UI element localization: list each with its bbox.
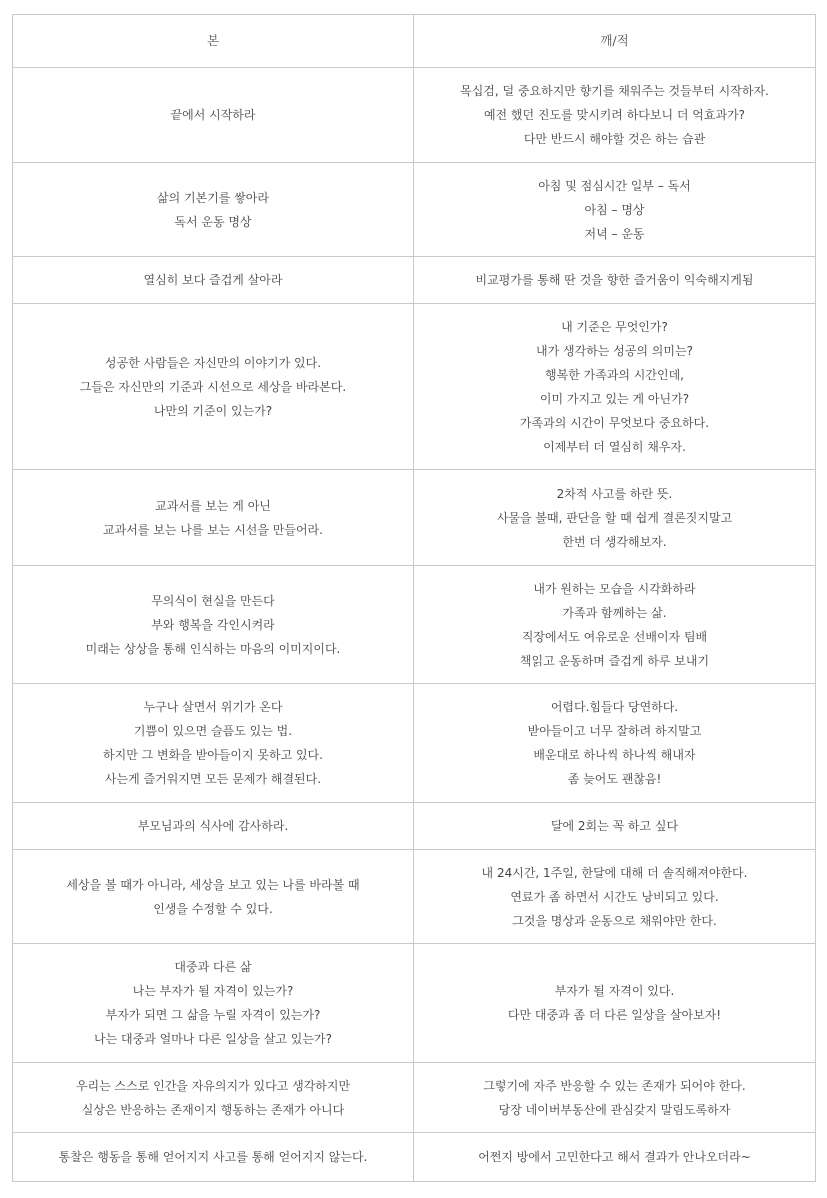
cell-lines [424, 174, 805, 246]
text-line: 다만 대중과 좀 더 다른 일상을 살아보자! [507, 1008, 722, 1022]
table-row [13, 566, 816, 684]
header-cell-original: 본 [13, 15, 414, 68]
table-row [13, 163, 816, 257]
text-line: 좀 늦어도 괜찮음! [567, 772, 662, 786]
text-line: 이제부터 더 열심히 채우자. [543, 439, 686, 454]
original-text-cell [13, 944, 414, 1063]
header-cell-reflection: 깨/적 [414, 15, 816, 68]
text-line: 부자가 될 자격이 있다. [554, 984, 675, 998]
reflection-text-cell [414, 566, 816, 684]
text-line: 이미 가지고 있는 게 아닌가? [539, 391, 690, 406]
table-row [13, 304, 816, 470]
text-line: 가족과 함께하는 삶. [562, 605, 667, 620]
text-line: 책읽고 운동하며 즐겁게 하루 보내기 [519, 653, 710, 668]
text-line: 달에 2회는 꼭 하고 싶다 [550, 819, 679, 833]
table-header-row [13, 15, 816, 68]
text-line: 내 기준은 무엇인가? [561, 319, 668, 334]
table-row [13, 1063, 816, 1133]
original-text-cell [13, 1133, 414, 1182]
cell-lines [424, 695, 805, 791]
text-line: 저녁 – 운동 [584, 226, 645, 241]
cell-lines [424, 861, 805, 933]
original-text-cell [13, 566, 414, 684]
table-row [13, 684, 816, 803]
text-line: 어렵다.힘들다 당연하다. [550, 700, 679, 714]
text-line: 목십검, 덜 중요하지만 향기를 채워주는 것들부터 시작하자. [460, 84, 769, 98]
reflection-text-cell [414, 470, 816, 566]
text-line: 통찰은 행동을 통해 얻어지지 사고를 통해 얻어지지 않는다. [58, 1150, 368, 1164]
original-text-cell [13, 257, 414, 304]
reflection-text-cell [414, 304, 816, 470]
text-line: 배운대로 하나씩 하나씩 해내자 [533, 748, 696, 762]
cell-lines [23, 494, 403, 542]
reflection-text-cell [414, 850, 816, 944]
reflection-text-cell [414, 163, 816, 257]
original-text-cell [13, 470, 414, 566]
text-line: 어쩐지 방에서 고민한다고 해서 결과가 안나오더라~ [478, 1150, 751, 1164]
text-line: 부와 행복을 각인시켜라 [151, 617, 275, 632]
cell-lines [424, 814, 805, 838]
text-line: 독서 운동 명상 [174, 214, 252, 229]
text-line: 열심히 보다 즐겁게 살아라 [143, 273, 283, 287]
text-line: 실상은 반응하는 존재이지 행동하는 존재가 아니다 [81, 1102, 345, 1117]
text-line: 나는 대중과 얼마나 다른 일상을 살고 있는가? [94, 1032, 332, 1046]
text-line: 그것을 명상과 운동으로 채워야만 한다. [512, 913, 717, 928]
cell-lines [424, 979, 805, 1027]
text-line: 내가 생각하는 성공의 의미는? [536, 343, 693, 358]
text-line: 끝에서 시작하라 [170, 108, 256, 122]
cell-lines [23, 695, 403, 791]
text-line: 연료가 좀 하면서 시간도 낭비되고 있다. [510, 889, 719, 904]
text-line: 사는게 즐거워지면 모든 문제가 해결된다. [104, 772, 322, 786]
cell-lines [23, 955, 403, 1051]
reflection-text-cell [414, 803, 816, 850]
cell-lines [23, 1074, 403, 1122]
reflection-text-cell [414, 684, 816, 803]
cell-lines [23, 1145, 403, 1169]
cell-lines [23, 351, 403, 423]
text-line: 교과서를 보는 게 아닌 [155, 498, 271, 513]
text-line: 하지만 그 변화을 받아들이지 못하고 있다. [103, 748, 323, 762]
notes-sheet [12, 14, 815, 1182]
text-line: 예전 했던 진도를 맞시키려 하다보니 더 억효과가? [483, 108, 746, 122]
table-row [13, 257, 816, 304]
table-row [13, 68, 816, 163]
text-line: 2차적 사고를 하란 뜻. [556, 486, 673, 501]
text-line: 받아들이고 너무 잘하려 하지말고 [527, 724, 702, 738]
reflection-text-cell [414, 68, 816, 163]
text-line: 부자가 되면 그 삶을 누릴 자격이 있는가? [105, 1008, 321, 1022]
reflection-text-cell [414, 257, 816, 304]
text-line: 다만 반드시 해야할 것은 하는 습관 [523, 132, 706, 146]
text-line: 대중과 다른 삶 [174, 960, 252, 974]
cell-lines [424, 268, 805, 292]
text-line: 당장 네이버부동산에 관심갖지 말림도록하자 [498, 1102, 731, 1117]
text-line: 비교평가를 통해 딴 것을 향한 즐거움이 익숙해지게됨 [475, 273, 754, 287]
cell-lines [424, 482, 805, 554]
table-row [13, 850, 816, 944]
original-text-cell [13, 803, 414, 850]
text-line: 나는 부자가 될 자격이 있는가? [132, 984, 294, 998]
reflection-text-cell [414, 1063, 816, 1133]
reflection-text-cell [414, 1133, 816, 1182]
text-line: 아침 및 점심시간 일부 – 독서 [538, 178, 691, 193]
original-text-cell [13, 850, 414, 944]
text-line: 세상을 볼 때가 아니라, 세상을 보고 있는 나를 바라볼 때 [66, 877, 360, 892]
text-line: 나만의 기준이 있는가? [153, 403, 273, 418]
text-line: 한번 더 생각해보자. [562, 534, 667, 549]
cell-lines [424, 1074, 805, 1122]
text-line: 우리는 스스로 인간을 자유의지가 있다고 생각하지만 [75, 1078, 351, 1093]
cell-lines [424, 1145, 805, 1169]
cell-lines [23, 103, 403, 127]
table-body [13, 68, 816, 1182]
cell-lines [23, 186, 403, 234]
text-line: 미래는 상상을 통해 인식하는 마음의 이미지이다. [85, 641, 341, 656]
text-line: 삶의 기본기를 쌓아라 [157, 190, 269, 205]
cell-lines [424, 79, 805, 151]
text-line: 직장에서도 여유로운 선배이자 팀배 [521, 629, 708, 644]
table-row [13, 803, 816, 850]
text-line: 가족과의 시간이 무엇보다 중요하다. [519, 415, 710, 430]
cell-lines [23, 589, 403, 661]
original-text-cell [13, 163, 414, 257]
original-text-cell [13, 684, 414, 803]
table-row [13, 1133, 816, 1182]
text-line: 무의식이 현실을 만든다 [151, 593, 275, 608]
original-text-cell [13, 1063, 414, 1133]
text-line: 성공한 사람들은 자신만의 이야기가 있다. [104, 355, 322, 370]
text-line: 그들은 자신만의 기준과 시선으로 세상을 바라본다. [79, 379, 347, 394]
original-text-cell [13, 304, 414, 470]
text-line: 행복한 가족과의 시간인데, [545, 367, 684, 382]
table-row [13, 944, 816, 1063]
reflection-text-cell [414, 944, 816, 1063]
original-text-cell [13, 68, 414, 163]
cell-lines [424, 315, 805, 459]
text-line: 아침 – 명상 [584, 202, 645, 217]
table-row [13, 470, 816, 566]
text-line: 누구나 살면서 위기가 온다 [143, 700, 283, 714]
text-line: 내가 원하는 모습을 시각화하라 [533, 581, 696, 596]
cell-lines [23, 268, 403, 292]
text-line: 내 24시간, 1주일, 한달에 대해 더 솔직해져야한다. [481, 865, 748, 880]
text-line: 기쁨이 있으면 슬픔도 있는 법. [133, 724, 293, 738]
cell-lines [23, 814, 403, 838]
text-line: 부모님과의 식사에 감사하라. [137, 819, 289, 833]
text-line: 교과서를 보는 나를 보는 시선을 만들어라. [103, 522, 323, 537]
cell-lines [424, 577, 805, 673]
text-line: 인생을 수정할 수 있다. [153, 901, 273, 916]
notes-table [12, 14, 816, 1182]
cell-lines [23, 873, 403, 921]
text-line: 사물을 볼때, 판단을 할 때 쉽게 결론짓지말고 [496, 510, 733, 525]
text-line: 그렇기에 자주 반응할 수 있는 존재가 되어야 한다. [483, 1078, 746, 1093]
